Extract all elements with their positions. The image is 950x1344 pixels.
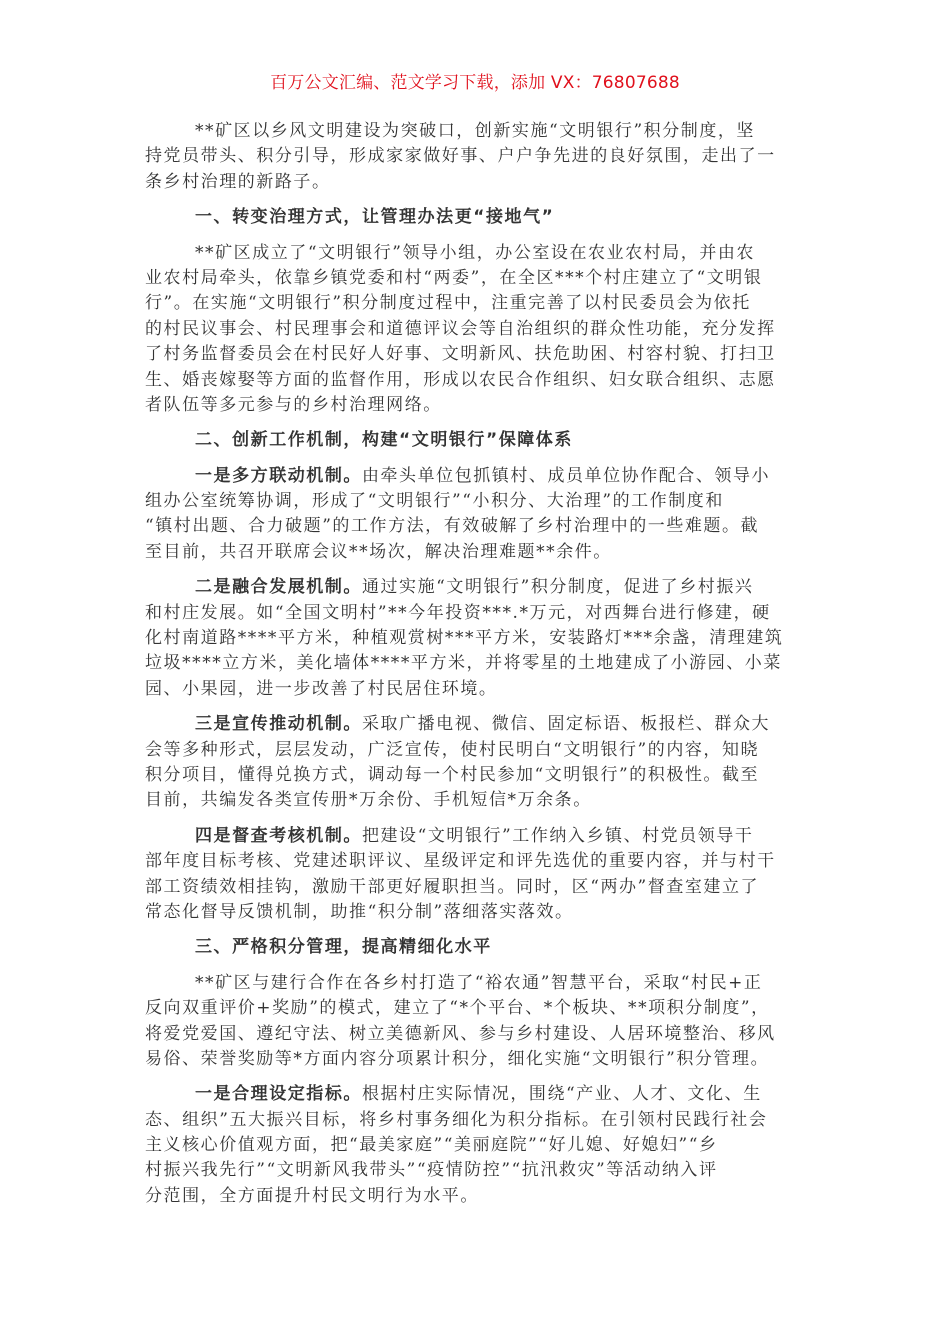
text-line: 行”。在实施“文明银行”积分制度过程中，注重完善了以村民委员会为依托 xyxy=(145,293,751,314)
text-line: 部工资绩效相挂钩，激励干部更好履职担当。同时，区“两办”督查室建立了 xyxy=(145,876,760,897)
section-3-heading xyxy=(145,935,810,960)
text-line: 者队伍等多元参与的乡村治理网络。 xyxy=(145,394,442,415)
section-2-item-3 xyxy=(145,712,810,814)
section-3-item-1 xyxy=(145,1082,810,1209)
section-2-item-1 xyxy=(145,464,810,566)
item-lead: 一是多方联动机制。 xyxy=(195,465,362,486)
text-line: 态、组织”五大振兴目标，将乡村事务细化为积分指标。在引领村民践行社会 xyxy=(145,1109,768,1130)
section-3-paragraph xyxy=(145,971,810,1073)
text-line: 至目前，共召开联席会议**场次，解决治理难题**余件。 xyxy=(145,541,612,562)
item-lead: 二是融合发展机制。 xyxy=(195,577,362,598)
text-line: 生、婚丧嫁娶等方面的监督作用，形成以农民合作组织、妇女联合组织、志愿 xyxy=(145,369,776,390)
text-line: 易俗、荣誉奖励等*方面内容分项累计积分，细化实施“文明银行”积分管理。 xyxy=(145,1048,770,1069)
text-line: 条乡村治理的新路子。 xyxy=(145,171,331,192)
text-line: 常态化督导反馈机制，助推“积分制”落细落实落效。 xyxy=(145,901,574,922)
section-1-paragraph xyxy=(145,241,810,419)
heading-text: 一、转变治理方式，让管理办法更“接地气” xyxy=(195,207,555,228)
text-line: 了村务监督委员会在村民好人好事、文明新风、扶危助困、村容村貌、打扫卫 xyxy=(145,344,776,365)
text-line: 化村南道路****平方米，种植观赏树***平方米，安装路灯***余盏，清理建筑 xyxy=(145,628,784,649)
item-lead: 三是宣传推动机制。 xyxy=(195,714,362,735)
text-line: 目前，共编发各类宣传册*万余份、手机短信*万余条。 xyxy=(145,790,592,811)
heading-text: 三、严格积分管理，提高精细化水平 xyxy=(195,937,492,958)
text-line: 业农村局牵头，依靠乡镇党委和村“两委”，在全区***个村庄建立了“文明银 xyxy=(145,267,763,288)
text-line: 组办公室统筹协调，形成了“文明银行”“小积分、大治理”的工作制度和 xyxy=(145,491,724,512)
text-span: 采取广播电视、微信、固定标语、板报栏、群众大 xyxy=(361,714,771,735)
document-body xyxy=(145,119,810,1219)
text-line: **矿区与建行合作在各乡村打造了“裕农通”智慧平台，采取“村民+正 xyxy=(195,972,763,993)
intro-paragraph xyxy=(145,119,810,195)
text-line: 分范围，全方面提升村民文明行为水平。 xyxy=(145,1185,479,1206)
text-line: 部年度目标考核、党建述职评议、星级评定和评先选优的重要内容，并与村干 xyxy=(145,851,776,872)
text-line: 将爱党爱国、遵纪守法、树立美德新风、参与乡村建设、人居环境整治、移风 xyxy=(145,1023,776,1044)
item-lead: 一是合理设定指标。 xyxy=(195,1084,362,1105)
heading-text: 二、创新工作机制，构建“文明银行”保障体系 xyxy=(195,430,573,451)
text-span: 根据村庄实际情况，围绕“产业、人才、文化、生 xyxy=(361,1084,762,1105)
text-span: 通过实施“文明银行”积分制度，促进了乡村振兴 xyxy=(361,577,754,598)
item-lead: 四是督查考核机制。 xyxy=(195,825,362,846)
text-line: 积分项目，懂得兑换方式，调动每一个村民参加“文明银行”的积极性。截至 xyxy=(145,764,760,785)
text-line: 村振兴我先行”“文明新风我带头”“疫情防控”“抗汛救灾”等活动纳入评 xyxy=(145,1160,718,1181)
text-line: “镇村出题、合力破题”的工作方法，有效破解了乡村治理中的一些难题。截 xyxy=(145,516,760,537)
text-line: 持党员带头、积分引导，形成家家做好事、户户争先进的良好氛围，走出了一 xyxy=(145,146,776,167)
section-1-heading xyxy=(145,205,810,230)
text-line: **矿区成立了“文明银行”领导小组，办公室设在农业农村局，并由农 xyxy=(195,242,755,263)
text-span: 把建设“文明银行”工作纳入乡镇、村党员领导干 xyxy=(361,825,754,846)
section-2-item-2 xyxy=(145,575,810,702)
text-line: 垃圾****立方米，美化墙体****平方米，并将零星的土地建成了小游园、小菜 xyxy=(145,653,782,674)
text-line: 会等多种形式，层层发动，广泛宣传，使村民明白“文明银行”的内容，知晓 xyxy=(145,739,760,760)
text-span: 由牵头单位包抓镇村、成员单位协作配合、领导小 xyxy=(361,465,771,486)
text-line: **矿区以乡风文明建设为突破口，创新实施“文明银行”积分制度，坚 xyxy=(195,121,755,141)
text-line: 园、小果园，进一步改善了村民居住环境。 xyxy=(145,678,498,699)
text-line: 的村民议事会、村民理事会和道德评议会等自治组织的群众性功能，充分发挥 xyxy=(145,318,776,339)
text-line: 主义核心价值观方面，把“最美家庭”“美丽庭院”“好儿媳、好媳妇”“乡 xyxy=(145,1135,718,1156)
section-2-item-4 xyxy=(145,824,810,926)
text-line: 反向双重评价+奖励”的模式，建立了“*个平台、*个板块、**项积分制度”， xyxy=(145,998,770,1019)
text-line: 和村庄发展。如“全国文明村”**今年投资***.*万元，对西舞台进行修建，硬 xyxy=(145,602,771,623)
section-2-heading xyxy=(145,428,810,453)
promo-banner: 百万公文汇编、范文学习下载，添加 VX：76807688 xyxy=(270,73,680,93)
